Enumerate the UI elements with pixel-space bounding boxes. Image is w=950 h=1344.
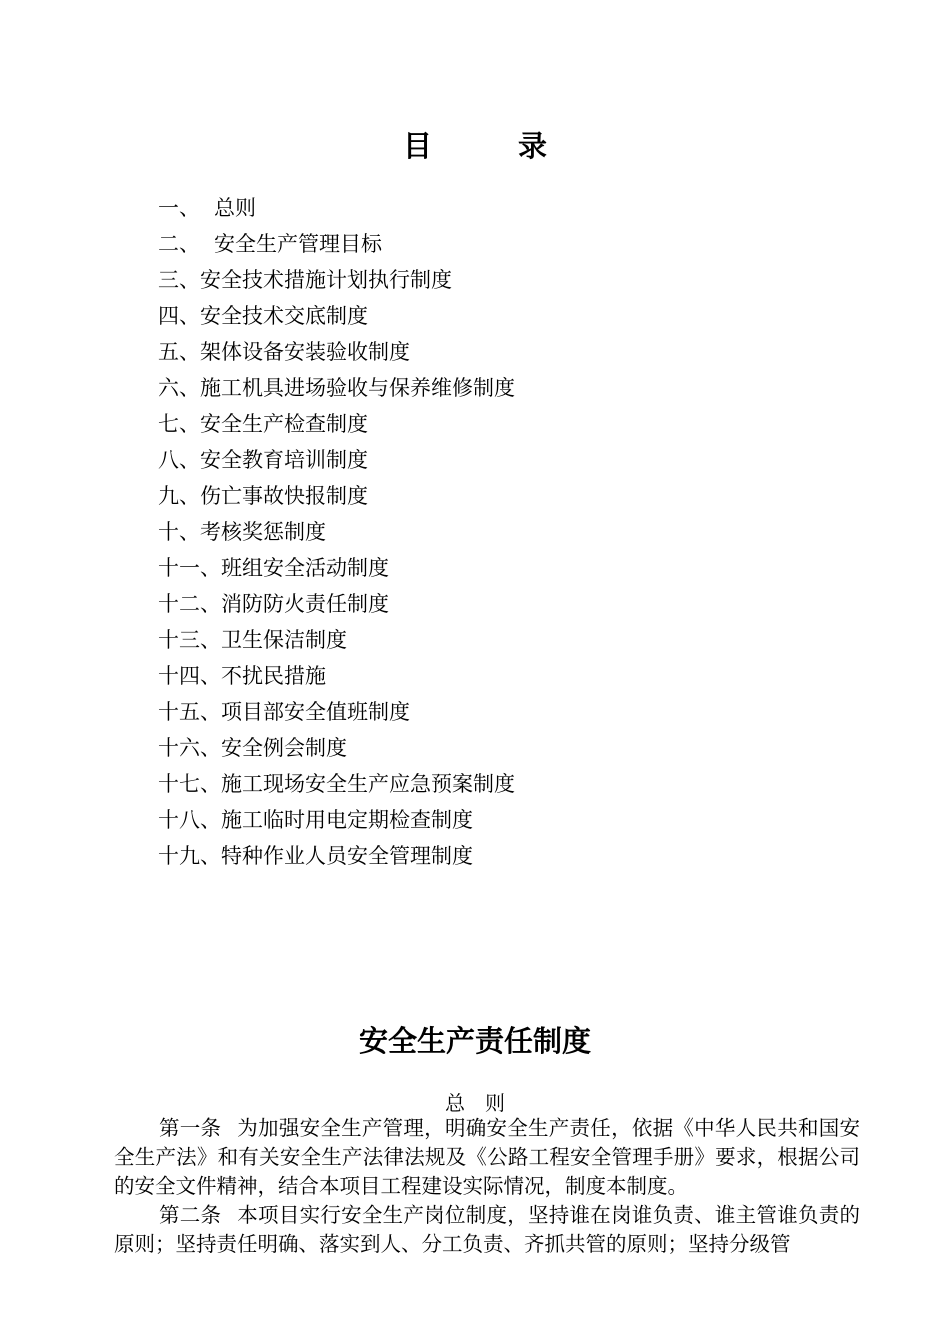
toc-item-number: 二、 <box>158 232 200 256</box>
toc-title <box>0 122 950 166</box>
toc-item-number: 七、 <box>158 412 200 436</box>
toc-item-label: 安全技术措施计划执行制度 <box>200 268 452 292</box>
toc-item-number: 八、 <box>158 448 200 472</box>
toc-item-number: 三、 <box>158 268 200 292</box>
toc-item-label: 安全生产检查制度 <box>200 412 368 436</box>
toc-item-label: 安全教育培训制度 <box>200 448 368 472</box>
toc-item-number: 六、 <box>158 376 200 400</box>
toc-item-number: 十七、 <box>158 772 221 796</box>
toc-item <box>158 802 515 838</box>
toc-item-label: 班组安全活动制度 <box>221 556 389 580</box>
article-text: 本项目实行安全生产岗位制度，坚持谁在岗谁负责、谁主管谁负责的原则；坚持责任明确、落实到人、分工负责、齐抓共管的原则；坚持分级管 <box>114 1203 860 1256</box>
toc-item-number: 一、 <box>158 196 200 220</box>
article-label: 第二条 <box>159 1203 222 1227</box>
toc-item-label: 施工现场安全生产应急预案制度 <box>221 772 515 796</box>
toc-item-label: 考核奖惩制度 <box>200 520 326 544</box>
toc-item-label: 安全生产管理目标 <box>214 232 382 256</box>
toc-item-number: 十九、 <box>158 844 221 868</box>
toc-item-label: 总则 <box>214 196 256 220</box>
toc-item-number: 十八、 <box>158 808 221 832</box>
article-2 <box>114 1201 860 1259</box>
toc-item-label: 不扰民措施 <box>221 664 326 688</box>
toc-item-label: 伤亡事故快报制度 <box>200 484 368 508</box>
toc-item-label: 安全例会制度 <box>221 736 347 760</box>
toc-item-number: 四、 <box>158 304 200 328</box>
toc-item <box>158 406 515 442</box>
toc-item-number: 十四、 <box>158 664 221 688</box>
toc-item <box>158 658 515 694</box>
article-1 <box>114 1114 860 1201</box>
toc-item-number: 十一、 <box>158 556 221 580</box>
toc-item <box>158 622 515 658</box>
toc-item-label: 施工临时用电定期检查制度 <box>221 808 473 832</box>
toc-item <box>158 730 515 766</box>
toc-item-number: 九、 <box>158 484 200 508</box>
toc-item <box>158 190 515 226</box>
toc-item <box>158 298 515 334</box>
section-heading-char: 总 <box>445 1091 465 1115</box>
toc-item-label: 架体设备安装验收制度 <box>200 340 410 364</box>
toc-item-number: 十六、 <box>158 736 221 760</box>
toc-item <box>158 262 515 298</box>
toc-item-label: 特种作业人员安全管理制度 <box>221 844 473 868</box>
toc-item-label: 施工机具进场验收与保养维修制度 <box>200 376 515 400</box>
document-title: 安全生产责任制度 <box>358 1024 591 1058</box>
toc-item <box>158 838 515 874</box>
toc-item-label: 安全技术交底制度 <box>200 304 368 328</box>
toc-item <box>158 766 515 802</box>
toc-item-label: 卫生保洁制度 <box>221 628 347 652</box>
toc-item <box>158 550 515 586</box>
toc-item <box>158 442 515 478</box>
toc-item-label: 消防防火责任制度 <box>221 592 389 616</box>
toc-item <box>158 514 515 550</box>
toc-item-number: 十二、 <box>158 592 221 616</box>
toc-item-number: 十五、 <box>158 700 221 724</box>
article-text: 为加强安全生产管理，明确安全生产责任，依据《中华人民共和国安全生产法》和有关安全生产法律法规及《公路工程安全管理手册》要求，根据公司的安全文件精神，结合本项目工程建设实际情况，制度本制度。 <box>114 1116 860 1198</box>
toc-item-number: 十三、 <box>158 628 221 652</box>
toc-item <box>158 694 515 730</box>
toc-list <box>158 190 515 874</box>
toc-item <box>158 478 515 514</box>
toc-item <box>158 586 515 622</box>
article-label: 第一条 <box>159 1116 222 1140</box>
toc-title-char: 录 <box>518 128 548 163</box>
toc-item <box>158 334 515 370</box>
toc-item-number: 五、 <box>158 340 200 364</box>
toc-title-char: 目 <box>402 128 432 163</box>
toc-item-number: 十、 <box>158 520 200 544</box>
toc-item <box>158 226 515 262</box>
toc-item <box>158 370 515 406</box>
section-heading-char: 则 <box>485 1091 505 1115</box>
toc-item-label: 项目部安全值班制度 <box>221 700 410 724</box>
